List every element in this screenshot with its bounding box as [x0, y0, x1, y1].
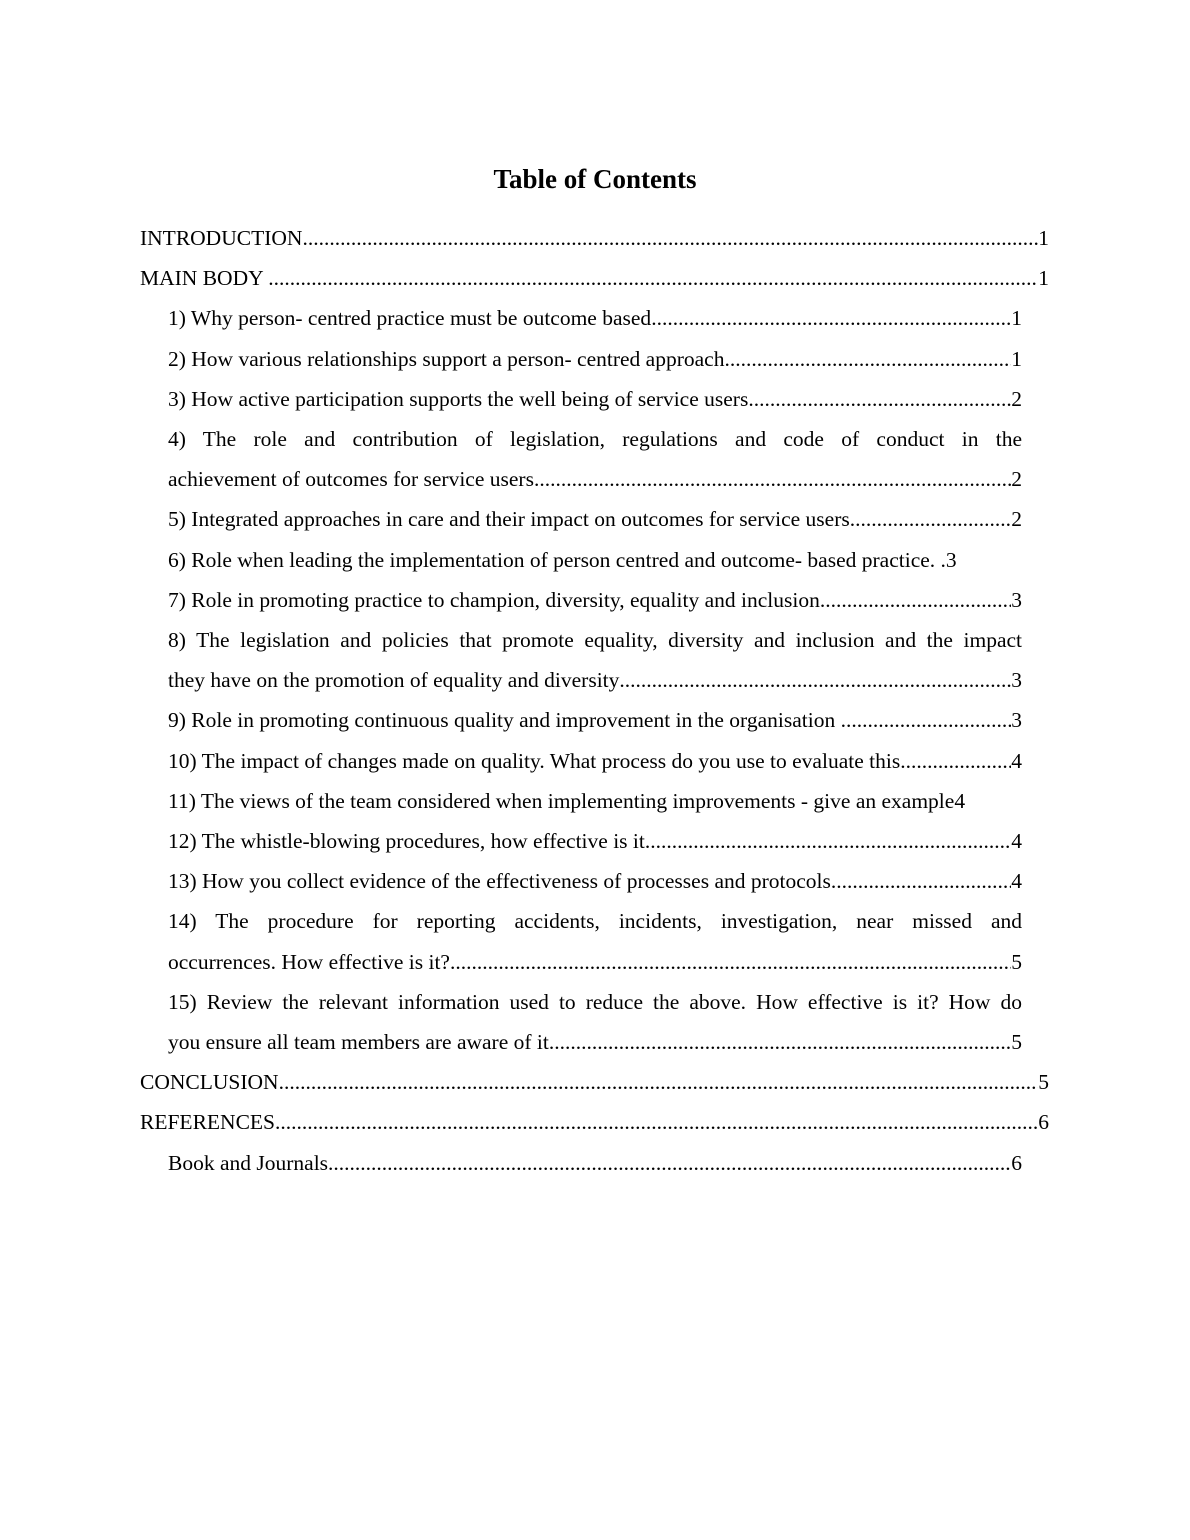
toc-entry-title-line: 15) Review the relevant information used to reduce the above. How effective is it? How do [168, 989, 1022, 1014]
toc-entry-q10[interactable] [140, 741, 1049, 781]
dot-leader [651, 298, 1011, 338]
toc-entry-page: 3 [1011, 668, 1022, 693]
toc-entry-title: 6) Role when leading the implementation of person centred and outcome- based practice. . [168, 547, 946, 572]
toc-entry-title: 3) How active participation supports the well being of service users [168, 386, 749, 411]
toc-entry-title: REFERENCES [140, 1110, 275, 1135]
toc-entry-q11[interactable] [140, 781, 1049, 821]
toc-entry-title: achievement of outcomes for service users [168, 467, 534, 492]
toc-entry-title: INTRODUCTION [140, 226, 303, 250]
toc-entry-page: 2 [1011, 507, 1022, 532]
toc-entry-title-line: 4) The role and contribution of legislation, regulations and code of conduct in the [168, 427, 1022, 452]
toc-entry-page: 5 [1011, 949, 1022, 974]
toc-entry-page: 1 [1011, 306, 1022, 331]
toc-entry-q14[interactable] [140, 901, 1049, 981]
toc-entry-q15[interactable] [140, 982, 1049, 1062]
toc-entry-title-continuation [168, 942, 1022, 982]
dot-leader [831, 861, 1011, 901]
toc-entry-title: occurrences. How effective is it? [168, 949, 450, 974]
toc-entry-page: 2 [1011, 386, 1022, 411]
toc-entry-title: 7) Role in promoting practice to champion, diversity, equality and inclusion [168, 587, 820, 612]
toc-entry-main-body[interactable] [140, 258, 1049, 298]
toc-entry-q13[interactable] [140, 861, 1049, 901]
toc-entry-title: 11) The views of the team considered when implementing improvements - give an example [168, 788, 955, 813]
toc-entry-q2[interactable] [140, 339, 1049, 379]
toc-entry-title: MAIN BODY [140, 266, 269, 291]
toc-entry-title: 9) Role in promoting continuous quality and improvement in the organisation [168, 708, 841, 733]
dot-leader [850, 499, 1012, 539]
toc-entry-page: 1 [1011, 346, 1022, 371]
dot-leader [900, 741, 1011, 781]
toc-heading: Table of Contents [493, 164, 697, 194]
dot-leader [302, 218, 1038, 258]
dot-leader [645, 821, 1011, 861]
toc-entry-title: 12) The whistle-blowing procedures, how effective is it [168, 829, 645, 854]
toc-entry-title-continuation [168, 459, 1022, 499]
toc-entry-q3[interactable] [140, 379, 1049, 419]
toc-entry-q6[interactable] [140, 540, 1049, 580]
dot-leader [619, 660, 1011, 700]
toc-entry-title: they have on the promotion of equality and diversity [168, 668, 620, 693]
toc-entry-page: 4 [1011, 869, 1022, 894]
dot-leader [841, 700, 1012, 740]
toc-entry-page: 4 [954, 788, 966, 813]
toc-entry-page: 1 [1038, 266, 1049, 291]
toc-entry-book-and-journals[interactable] [140, 1143, 1049, 1183]
toc-entry-page: 5 [1038, 1070, 1049, 1095]
toc-entry-page: 4 [1011, 748, 1022, 773]
toc-entry-title-continuation [168, 1022, 1022, 1062]
toc-entry-q8[interactable] [140, 620, 1049, 700]
dot-leader [279, 1062, 1039, 1102]
dot-leader [275, 1102, 1038, 1142]
toc-entry-introduction[interactable] [140, 218, 1049, 258]
dot-leader [549, 1022, 1011, 1062]
toc-entry-title: Book and Journals [168, 1150, 329, 1175]
dot-leader [328, 1143, 1011, 1183]
toc-entry-title-line: 14) The procedure for reporting accidents, incidents, investigation, near missed and [168, 909, 1022, 934]
toc-entry-q9[interactable] [140, 700, 1049, 740]
toc-entry-q4[interactable] [140, 419, 1049, 499]
toc-entry-title: CONCLUSION [140, 1070, 279, 1095]
dot-leader [820, 580, 1011, 620]
toc-entry-page: 1 [1038, 226, 1049, 250]
toc-entry-references[interactable] [140, 1102, 1049, 1142]
toc-entry-title: 1) Why person- centred practice must be outcome based [168, 306, 652, 331]
toc-entry-conclusion[interactable] [140, 1062, 1049, 1102]
dot-leader [724, 339, 1011, 379]
toc-entry-q7[interactable] [140, 580, 1049, 620]
toc-entry-title: 13) How you collect evidence of the effectiveness of processes and protocols [168, 869, 831, 894]
toc-entry-page: 3 [1011, 587, 1022, 612]
dot-leader [748, 379, 1011, 419]
dot-leader [268, 258, 1038, 298]
toc-entry-page: 3 [945, 547, 957, 572]
dot-leader [450, 942, 1011, 982]
toc-entry-q12[interactable] [140, 821, 1049, 861]
toc-entry-q1[interactable] [140, 298, 1049, 338]
toc-entry-title: 2) How various relationships support a person- centred approach [168, 346, 725, 371]
toc-entry-title: you ensure all team members are aware of it [168, 1030, 549, 1055]
toc-entry-page: 3 [1011, 708, 1022, 733]
toc-entry-title-continuation [168, 660, 1022, 700]
dot-leader [534, 459, 1011, 499]
toc-entry-title: 10) The impact of changes made on quality. What process do you use to evaluate this [168, 748, 901, 773]
toc-entry-title: 5) Integrated approaches in care and their impact on outcomes for service users [168, 507, 850, 532]
toc-entry-page: 5 [1011, 1030, 1022, 1055]
toc-entry-q5[interactable] [140, 499, 1049, 539]
table-of-contents [140, 218, 1049, 1183]
toc-entry-page: 4 [1011, 829, 1022, 854]
toc-entry-title-line: 8) The legislation and policies that promote equality, diversity and inclusion and the impact [168, 628, 1022, 653]
toc-entry-page: 6 [1038, 1110, 1049, 1135]
toc-entry-page: 6 [1011, 1150, 1022, 1175]
toc-entry-page: 2 [1011, 467, 1022, 492]
